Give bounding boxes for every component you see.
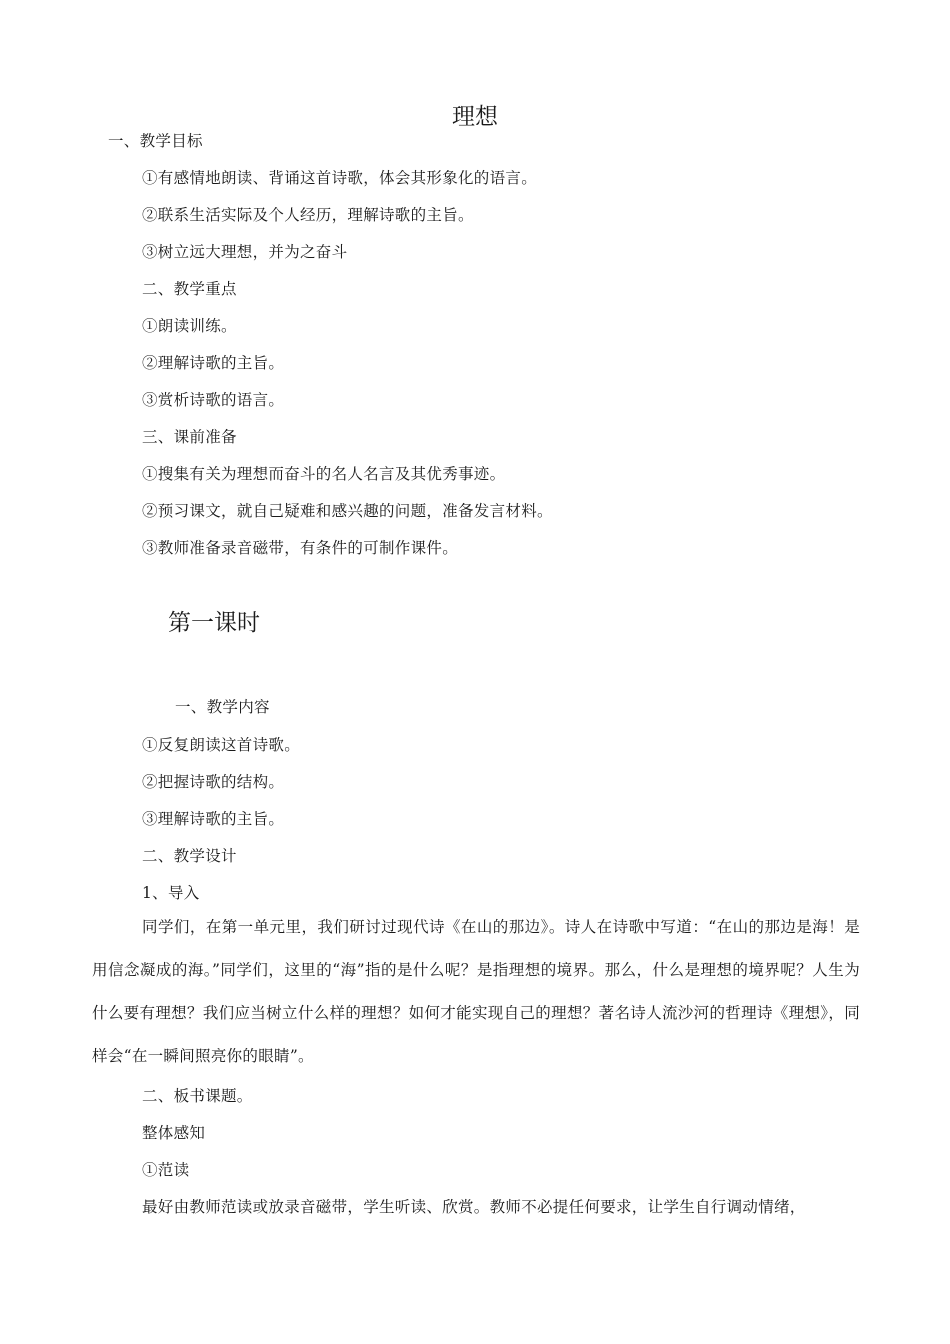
subheading-intro: 1、导入 bbox=[142, 884, 200, 902]
section-heading-design: 二、教学设计 bbox=[142, 847, 237, 865]
intro-paragraph: 同学们，在第一单元里，我们研讨过现代诗《在山的那边》。诗人在诗歌中写道：“在山的那边是海！是用信念凝成的海。”同学们，这里的“海”指的是什么呢？是指理想的境界。那么，什么是理想的境界呢？人生为什么要有理想？我们应当树立什么样的理想？如何才能实现自己的理想？著名诗人流沙河的哲理诗《理想》，同样会“在一瞬间照亮你的眼睛”。 bbox=[92, 918, 860, 1065]
section-heading-prep: 三、课前准备 bbox=[142, 428, 237, 446]
list-item: ①反复朗读这首诗歌。 bbox=[142, 736, 301, 754]
model-reading-paragraph: 最好由教师范读或放录音磁带，学生听读、欣赏。教师不必提任何要求，让学生自行调动情绪， bbox=[142, 1198, 806, 1216]
list-item: ③树立远大理想，并为之奋斗 bbox=[142, 243, 348, 261]
list-item: ①朗读训练。 bbox=[142, 317, 237, 335]
list-item: ②联系生活实际及个人经历，理解诗歌的主旨。 bbox=[142, 206, 474, 224]
list-item: ①有感情地朗读、背诵这首诗歌，体会其形象化的语言。 bbox=[142, 169, 538, 187]
board-title: 二、板书课题。 bbox=[142, 1087, 253, 1105]
overall-perception: 整体感知 bbox=[142, 1124, 206, 1142]
list-item: ③教师准备录音磁带，有条件的可制作课件。 bbox=[142, 539, 459, 557]
section-heading-focus: 二、教学重点 bbox=[142, 280, 237, 298]
list-item: ②理解诗歌的主旨。 bbox=[142, 354, 285, 372]
list-item: ①范读 bbox=[142, 1161, 190, 1179]
list-item: ②预习课文，就自己疑难和感兴趣的问题，准备发言材料。 bbox=[142, 502, 553, 520]
list-item: ①搜集有关为理想而奋斗的名人名言及其优秀事迹。 bbox=[142, 465, 506, 483]
section-heading-content: 一、教学内容 bbox=[175, 698, 270, 716]
page-title: 理想 bbox=[452, 104, 498, 130]
lesson-heading: 第一课时 bbox=[168, 610, 260, 636]
list-item: ②把握诗歌的结构。 bbox=[142, 773, 285, 791]
list-item: ③赏析诗歌的语言。 bbox=[142, 391, 285, 409]
section-heading-goals: 一、教学目标 bbox=[108, 132, 203, 150]
list-item: ③理解诗歌的主旨。 bbox=[142, 810, 285, 828]
